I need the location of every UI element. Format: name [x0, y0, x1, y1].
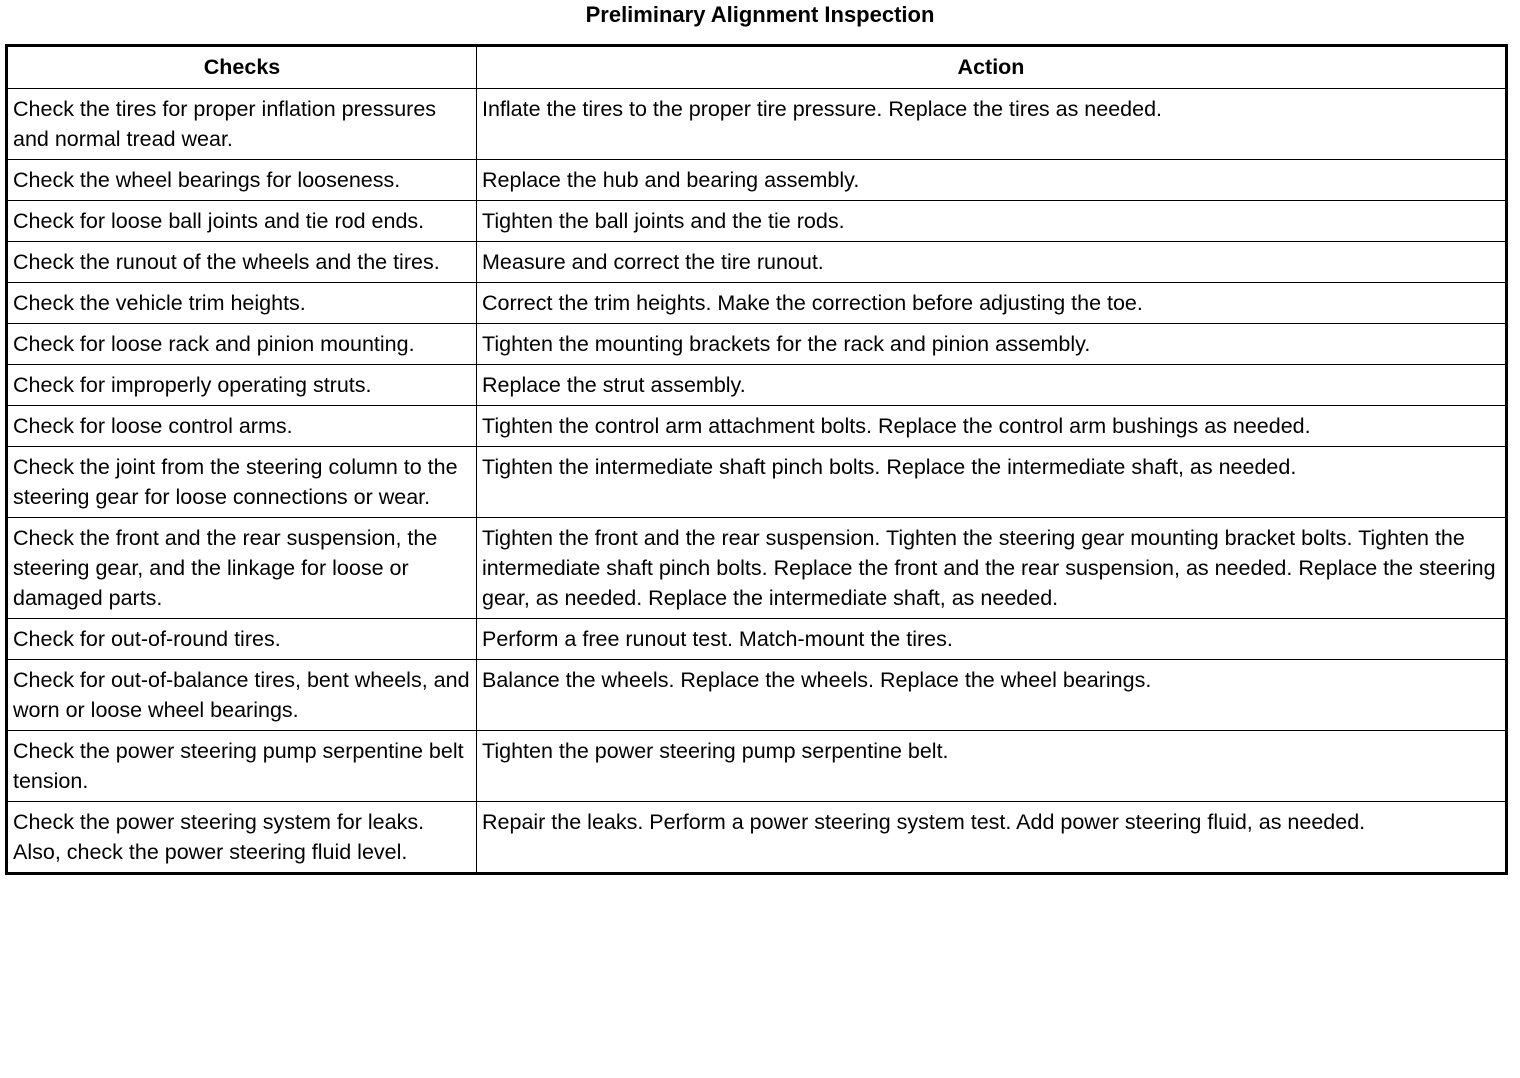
action-cell: Repair the leaks. Perform a power steering system test. Add power steering fluid, as needed. — [477, 802, 1507, 874]
document-title: Preliminary Alignment Inspection — [585, 2, 935, 27]
checks-column-header: Checks — [7, 46, 477, 89]
action-cell: Tighten the power steering pump serpentine belt. — [477, 731, 1507, 802]
action-cell: Measure and correct the tire runout. — [477, 242, 1507, 283]
table-row — [7, 324, 1507, 365]
action-cell: Tighten the mounting brackets for the rack and pinion assembly. — [477, 324, 1507, 365]
action-cell: Replace the hub and bearing assembly. — [477, 160, 1507, 201]
check-cell: Check the wheel bearings for looseness. — [7, 160, 477, 201]
table-row — [7, 365, 1507, 406]
check-cell: Check for loose ball joints and tie rod ends. — [7, 201, 477, 242]
table-row — [7, 619, 1507, 660]
action-cell: Perform a free runout test. Match-mount the tires. — [477, 619, 1507, 660]
table-row — [7, 731, 1507, 802]
table-row — [7, 406, 1507, 447]
inspection-table — [5, 44, 1508, 875]
table-row — [7, 518, 1507, 619]
check-cell: Check the tires for proper inflation pressures and normal tread wear. — [7, 89, 477, 160]
check-cell: Check for loose rack and pinion mounting. — [7, 324, 477, 365]
action-cell: Balance the wheels. Replace the wheels. Replace the wheel bearings. — [477, 660, 1507, 731]
action-cell: Tighten the control arm attachment bolts. Replace the control arm bushings as needed. — [477, 406, 1507, 447]
check-cell: Check the front and the rear suspension, the steering gear, and the linkage for loose or damaged parts. — [7, 518, 477, 619]
check-cell: Check the power steering pump serpentine belt tension. — [7, 731, 477, 802]
table-row — [7, 283, 1507, 324]
table-row — [7, 201, 1507, 242]
table-header-row — [7, 46, 1507, 89]
check-cell: Check the joint from the steering column to the steering gear for loose connections or wear. — [7, 447, 477, 518]
check-cell: Check for loose control arms. — [7, 406, 477, 447]
table-row — [7, 89, 1507, 160]
check-cell: Check the runout of the wheels and the tires. — [7, 242, 477, 283]
action-cell: Tighten the intermediate shaft pinch bolts. Replace the intermediate shaft, as needed. — [477, 447, 1507, 518]
table-row — [7, 447, 1507, 518]
table-row — [7, 160, 1507, 201]
action-cell: Tighten the front and the rear suspension. Tighten the steering gear mounting bracket bolts. Tighten the intermediate shaft pinch bolts. Replace the front and the rear suspension, as needed. Replace the steering gear, as needed. Replace the intermediate shaft, as needed. — [477, 518, 1507, 619]
action-cell: Inflate the tires to the proper tire pressure. Replace the tires as needed. — [477, 89, 1507, 160]
check-cell: Check for out-of-balance tires, bent wheels, and worn or loose wheel bearings. — [7, 660, 477, 731]
table-row — [7, 242, 1507, 283]
check-cell: Check for out-of-round tires. — [7, 619, 477, 660]
table-row — [7, 660, 1507, 731]
action-cell: Tighten the ball joints and the tie rods. — [477, 201, 1507, 242]
check-cell: Check the power steering system for leaks. Also, check the power steering fluid level. — [7, 802, 477, 874]
action-column-header: Action — [477, 46, 1507, 89]
action-cell: Replace the strut assembly. — [477, 365, 1507, 406]
table-row — [7, 802, 1507, 874]
action-cell: Correct the trim heights. Make the correction before adjusting the toe. — [477, 283, 1507, 324]
check-cell: Check the vehicle trim heights. — [7, 283, 477, 324]
check-cell: Check for improperly operating struts. — [7, 365, 477, 406]
